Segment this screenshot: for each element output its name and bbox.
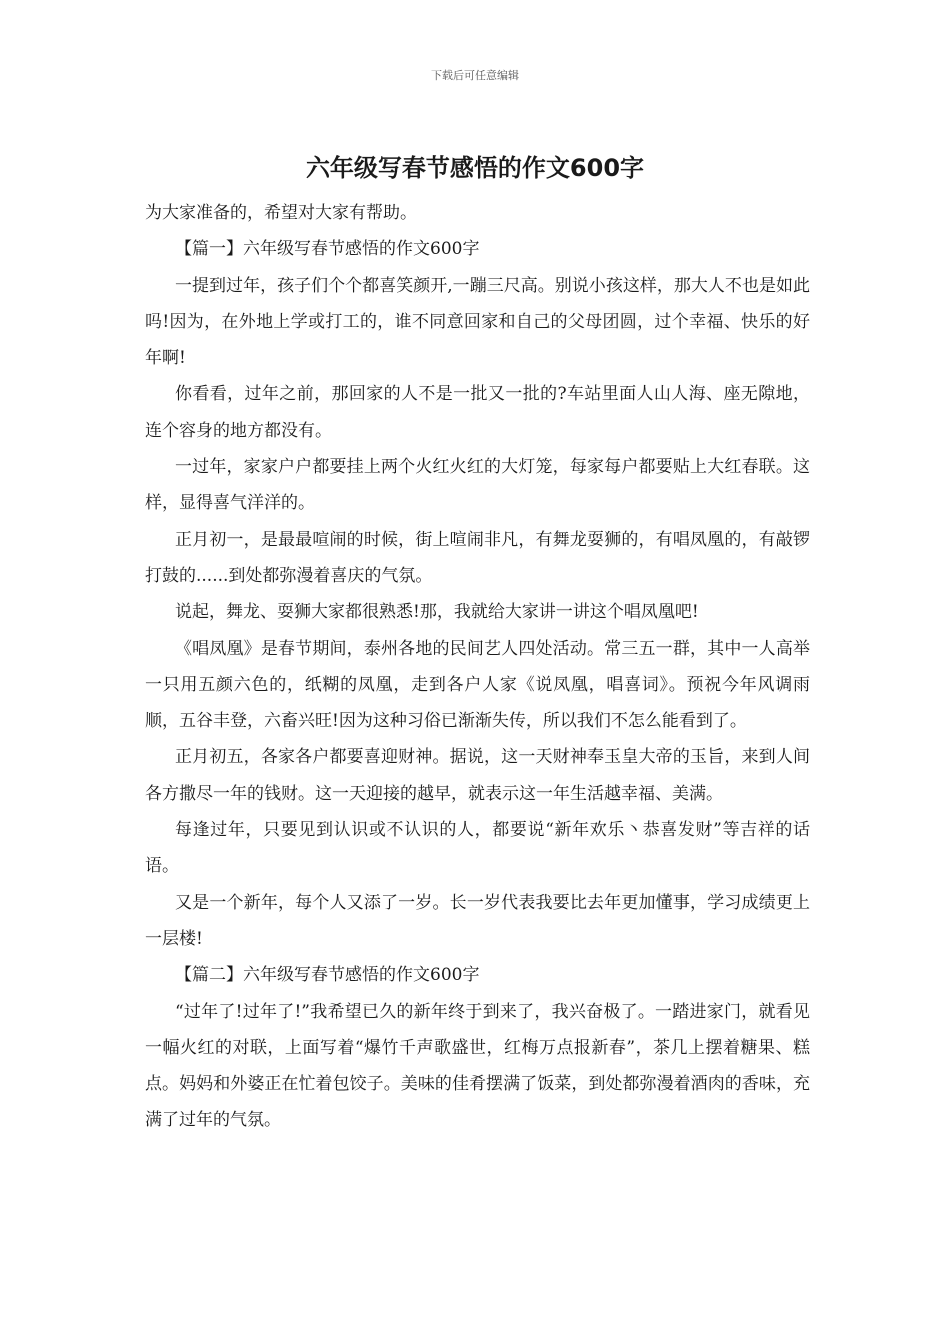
paragraph: 一提到过年，孩子们个个都喜笑颜开,一蹦三尺高。别说小孩这样，那大人不也是如此吗!因为，在外地上学或打工的，谁不同意回家和自己的父母团圆，过个幸福、快乐的好年啊! (145, 275, 810, 369)
paragraph: 正月初一，是最最喧闹的时候，街上喧闹非凡，有舞龙耍狮的，有唱凤凰的，有敲锣打鼓的......到处都弥漫着喜庆的气氛。 (145, 529, 810, 586)
paragraph: “过年了!过年了!”我希望已久的新年终于到来了，我兴奋极了。一踏进家门，就看见一幅火红的对联，上面写着“爆竹千声歌盛世，红梅万点报新春”，茶几上摆着糖果、糕点。妈妈和外婆正在忙着包饺子。美味的佳肴摆满了饭菜，到处都弥漫着酒肉的香味，充满了过年的气氛。 (145, 1001, 810, 1131)
document-body (145, 195, 810, 1139)
document-title: 六年级写春节感悟的作文600字 (305, 154, 645, 182)
paragraph: 正月初五，各家各户都要喜迎财神。据说，这一天财神奉玉皇大帝的玉旨，来到人间各方撒尽一年的钱财。这一天迎接的越早，就表示这一年生活越幸福、美满。 (145, 747, 810, 804)
paragraph: 《唱凤凰》是春节期间，泰州各地的民间艺人四处活动。常三五一群，其中一人高举一只用五颜六色的，纸糊的凤凰，走到各户人家《说凤凰，唱喜词》。预祝今年风调雨顺，五谷丰登，六畜兴旺!因为这种习俗已渐渐失传，所以我们不怎么能看到了。 (145, 638, 810, 732)
paragraph: 每逢过年，只要见到认识或不认识的人，都要说“新年欢乐丶恭喜发财”等吉祥的话语。 (145, 820, 810, 877)
section-heading-2: 【篇二】六年级写春节感悟的作文600字 (175, 965, 480, 986)
paragraph: 又是一个新年，每个人又添了一岁。长一岁代表我要比去年更加懂事，学习成绩更上一层楼! (145, 892, 810, 949)
header-note: 下载后可任意编辑 (431, 69, 519, 82)
intro-paragraph: 为大家准备的，希望对大家有帮助。 (145, 203, 417, 223)
section-heading-1: 【篇一】六年级写春节感悟的作文600字 (175, 239, 480, 260)
paragraph: 说起，舞龙、耍狮大家都很熟悉!那，我就给大家讲一讲这个唱凤凰吧! (175, 602, 699, 623)
paragraph: 一过年，家家户户都要挂上两个火红火红的大灯笼，每家每户都要贴上大红春联。这样，显得喜气洋洋的。 (145, 457, 810, 514)
paragraph: 你看看，过年之前，那回家的人不是一批又一批的?车站里面人山人海、座无隙地，连个容身的地方都没有。 (145, 384, 810, 441)
